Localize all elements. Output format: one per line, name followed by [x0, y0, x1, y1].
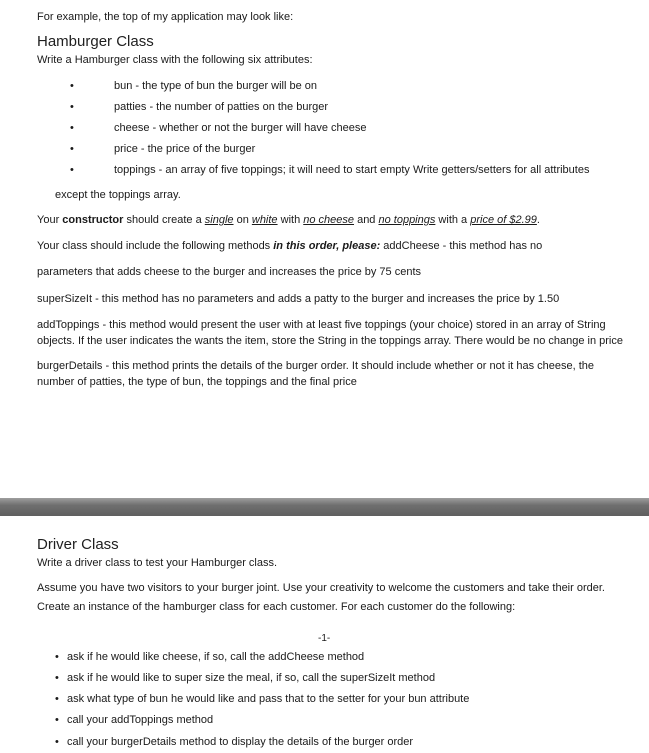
driver-class-subtitle: Write a driver class to test your Hamburger class.: [37, 557, 278, 569]
list-item: price - the price of the burger: [114, 143, 256, 155]
bullet-icon: •: [70, 101, 74, 113]
bullet-icon: •: [70, 164, 74, 176]
constructor-paragraph: Your constructor should create a single on white with no cheese and no toppings with a price of $2.99.: [37, 214, 540, 226]
bullet-icon: •: [55, 651, 59, 663]
driver-class-heading: Driver Class: [37, 536, 119, 553]
bullet-icon: •: [55, 693, 59, 705]
bullet-icon: •: [70, 122, 74, 134]
burger-details-description-line1: burgerDetails - this method prints the details of the burger order. It should include whether or not it has cheese, the: [37, 360, 595, 372]
methods-paragraph: Your class should include the following methods in this order, please: addCheese - this method has no: [37, 240, 543, 252]
list-item: call your addToppings method: [67, 714, 214, 726]
page-break-divider: [0, 498, 649, 516]
except-text: except the toppings array.: [55, 189, 181, 201]
list-item: toppings - an array of five toppings; it will need to start empty Write getters/setters for all attributes: [114, 164, 590, 176]
driver-paragraph-2: Create an instance of the hamburger class for each customer. For each customer do the following:: [37, 601, 516, 613]
super-size-description: superSizeIt - this method has no parameters and adds a patty to the burger and increases the price by 1.50: [37, 293, 560, 305]
list-item: ask if he would like cheese, if so, call the addCheese method: [67, 651, 365, 663]
list-item: ask what type of bun he would like and pass that to the setter for your bun attribute: [67, 693, 470, 705]
driver-paragraph-1: Assume you have two visitors to your burger joint. Use your creativity to welcome the customers and take their order.: [37, 582, 605, 594]
bullet-icon: •: [70, 80, 74, 92]
bullet-icon: •: [70, 143, 74, 155]
list-item: cheese - whether or not the burger will have cheese: [114, 122, 367, 134]
list-item: ask if he would like to super size the meal, if so, call the superSizeIt method: [67, 672, 436, 684]
page-2: [0, 516, 649, 753]
page-number: -1-: [318, 633, 331, 644]
add-toppings-description-line2: objects. If the user indicates the wants the item, store the String in the toppings array. There would be no change in price: [37, 335, 623, 347]
burger-details-description-line2: number of patties, the type of bun, the toppings and the final price: [37, 376, 357, 388]
hamburger-class-subtitle: Write a Hamburger class with the following six attributes:: [37, 54, 313, 66]
hamburger-class-heading: Hamburger Class: [37, 33, 154, 50]
add-toppings-description-line1: addToppings - this method would present the user with at least five toppings (your choice) stored in an array of String: [37, 319, 606, 331]
bullet-icon: •: [55, 714, 59, 726]
list-item: patties - the number of patties on the burger: [114, 101, 329, 113]
bullet-icon: •: [55, 672, 59, 684]
intro-text: For example, the top of my application may look like:: [37, 11, 294, 23]
add-cheese-description: parameters that adds cheese to the burger and increases the price by 75 cents: [37, 266, 422, 278]
bullet-icon: •: [55, 736, 59, 748]
list-item: call your burgerDetails method to display the details of the burger order: [67, 736, 414, 748]
list-item: bun - the type of bun the burger will be on: [114, 80, 318, 92]
